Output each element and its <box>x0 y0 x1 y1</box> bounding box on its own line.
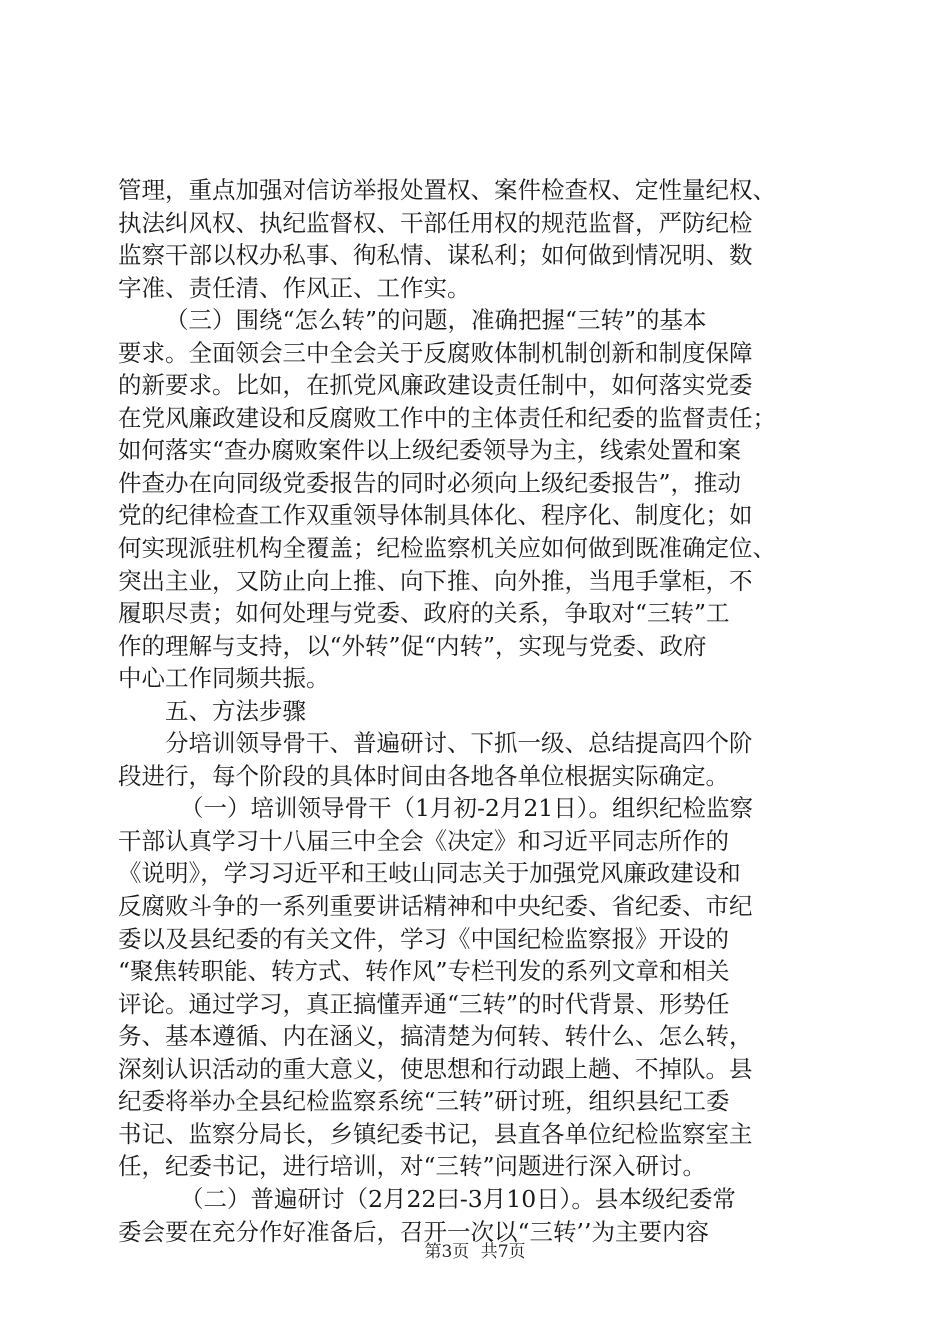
text-line: 监察干部以权办私事、徇私情、谋私利；如何做到情况明、数 <box>118 241 753 270</box>
paragraph-start-line: （一）培训领导骨干（1月初-2月21日）。组织纪检监察 <box>180 794 753 823</box>
text-line: 何实现派驻机构全覆盖；纪检监察机关应如何做到既准确定位、 <box>118 534 776 563</box>
text-line: 党的纪律检查工作双重领导体制具体化、程序化、制度化；如 <box>118 501 753 530</box>
text-line: 务、基本遵循、内在涵义，搞清楚为何转、转什么、怎么转， <box>118 1022 753 1051</box>
text-line: 管理，重点加强对信访举报处置权、案件检查权、定性量纪权、 <box>118 176 776 204</box>
text-line: 履职尽责；如何处理与党委、政府的关系，争取对“三转”工 <box>118 599 730 628</box>
text-line: 委以及县纪委的有关文件，学习《中国纪检监察报》开设的 <box>118 924 729 953</box>
text-line: 在党风廉政建设和反腐败工作中的主体责任和纪委的监督责任； <box>118 403 776 432</box>
text-line: 的新要求。比如，在抓党风廉政建设责任制中，如何落实党委 <box>118 371 753 400</box>
page-number: 第3页 <box>424 1242 470 1262</box>
text-line: 作的理解与支持，以“外转”促“内转”，实现与党委、政府 <box>118 631 707 660</box>
paragraph-start-line: （二）普遍研讨（2月22曰-3月10日）。县本级纪委常 <box>180 1184 736 1213</box>
page-footer <box>0 1240 950 1264</box>
text-line: 评论。通过学习，真正搞懂弄通“三转”的时代背景、形势任 <box>118 989 730 1018</box>
text-line: 段进行，每个阶段的具体时间由各地各单位根据实际确定。 <box>118 761 729 790</box>
text-line: 要求。全面领会三中全会关于反腐败体制机制创新和制度保障 <box>118 338 753 367</box>
section-heading: 五、方法步骤 <box>165 696 306 725</box>
text-line: 中心工作同频共振。 <box>118 664 330 693</box>
document-body <box>118 174 838 1248</box>
paragraph-start-line: 分培训领导骨干、普遍研讨、下抓一级、总结提高四个阶 <box>165 729 753 758</box>
text-line: 执法纠风权、执纪监督权、干部任用权的规范监督，严防纪检 <box>118 208 753 237</box>
text-line: 件查办在向同级党委报告的同时必须向上级纪委报告”，推动 <box>118 468 742 497</box>
text-line: 纪委将举办全县纪检监察系统“三转”研讨班，组织县纪工委 <box>118 1087 730 1116</box>
text-line: 深刻认识活动的重大意义，使思想和行动跟上趟、不掉队。县 <box>118 1054 753 1083</box>
text-line: 反腐败斗争的一系列重要讲话精神和中央纪委、省纪委、市纪 <box>118 892 753 921</box>
text-line: 任，纪委书记，进行培训，对“三转”问题进行深入研讨。 <box>118 1152 707 1181</box>
text-line: 干部认真学习十八届三中全会《决定》和习近平同志所作的 <box>118 826 729 855</box>
text-line: 如何落实“查办腐败案件以上级纪委领导为主，线索处置和案 <box>118 436 742 465</box>
paragraph-start-line: （三）围绕“怎么转”的问题，准确把握“三转”的基本 <box>165 306 707 335</box>
text-line: 《说明》，学习习近平和王岐山同志关于加强党风廉政建设和 <box>118 859 741 888</box>
page-total: 共7页 <box>480 1242 526 1262</box>
text-line: 委会要在充分作好准备后，召开一次以“三转’’为主要内容 <box>118 1217 709 1246</box>
text-line: 书记、监察分局长，乡镇纪委书记，县直各单位纪检监察室主 <box>118 1119 753 1148</box>
text-line: 突出主业，又防止向上推、向下推、向外推，当甩手掌柜，不 <box>118 566 753 595</box>
text-line: 字准、责任清、作风正、工作实。 <box>118 273 471 302</box>
text-line: “聚焦转职能、转方式、转作风”专栏刊发的系列文章和相关 <box>118 957 730 986</box>
